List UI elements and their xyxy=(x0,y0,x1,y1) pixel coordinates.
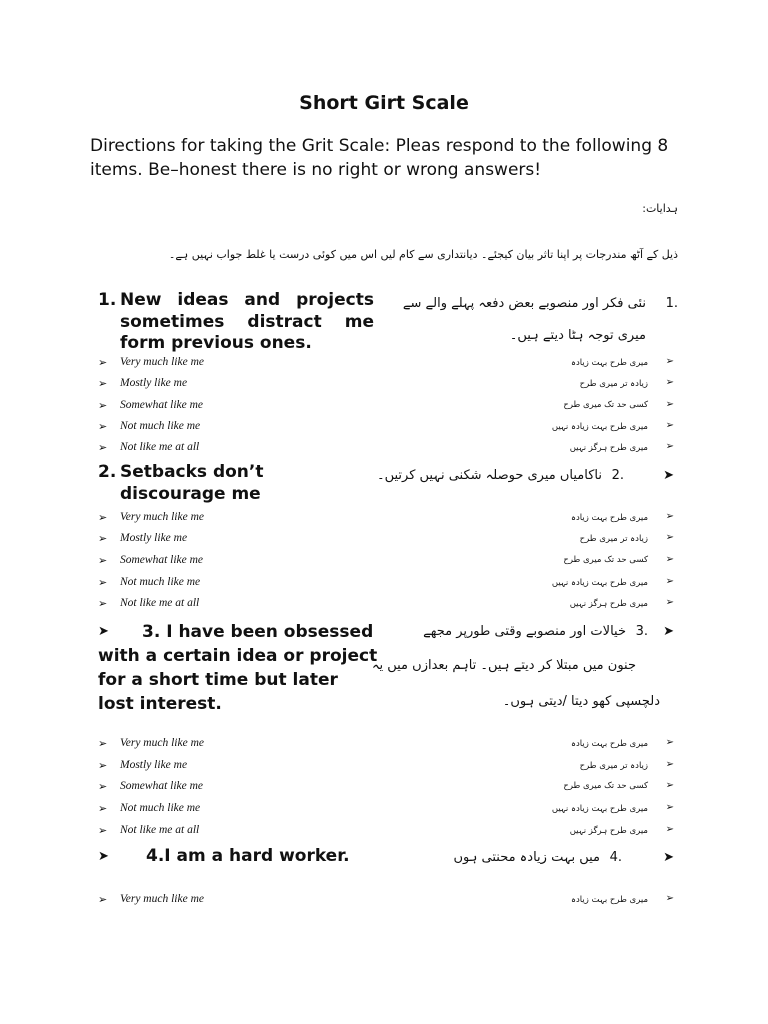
arrowhead-bullet-icon: ➢ xyxy=(98,760,108,772)
arrowhead-bullet-icon: ➢ xyxy=(665,532,674,543)
arrowhead-bullet-icon: ➢ xyxy=(98,738,108,750)
urdu-option: ➢ زیادہ تر میری طرح xyxy=(579,377,674,389)
urdu-intro: ذیل کے آٹھ مندرجات پر اپنا تاثر بیان کیجئے۔ دیانتداری سے کام لیں اس میں کوئی درست یا غلط جواب نہیں ہے۔ xyxy=(168,248,678,261)
urdu-option: ➢ کسی حد تک میری طرح xyxy=(563,399,674,410)
urdu-option: ➢ میری طرح ہرگز نہیں xyxy=(569,441,674,453)
option-very-much-like-me: ➢ Very much like me xyxy=(98,893,204,906)
arrowhead-bullet-icon: ➢ xyxy=(665,420,674,431)
arrowhead-bullet-icon: ➤ xyxy=(663,468,674,483)
arrowhead-bullet-icon: ➢ xyxy=(665,802,674,813)
urdu-question-line: میری توجہ ہٹا دیتے ہیں۔ xyxy=(509,328,646,343)
arrowhead-bullet-icon: ➢ xyxy=(665,824,674,835)
urdu-option: ➢ زیادہ تر میری طرح xyxy=(579,759,674,771)
page-title: Short Girt Scale xyxy=(299,92,469,114)
urdu-question-line: میں بہت زیادہ محنتی ہوں xyxy=(453,850,600,865)
option-not-like-me-at-all: ➢ Not like me at all xyxy=(98,441,200,454)
arrowhead-bullet-icon: ➢ xyxy=(665,511,674,522)
option-not-much-like-me: ➢ Not much like me xyxy=(98,576,201,589)
arrowhead-bullet-icon: ➤ xyxy=(98,849,109,864)
arrowhead-bullet-icon: ➢ xyxy=(665,399,674,410)
urdu-option: ➢ میری طرح بہت زیادہ نہیں xyxy=(551,576,674,588)
urdu-option: ➢ میری طرح بہت زیادہ xyxy=(570,893,674,905)
option-not-like-me-at-all: ➢ Not like me at all xyxy=(98,824,200,837)
arrowhead-bullet-icon: ➢ xyxy=(98,577,108,589)
option-very-much-like-me: ➢ Very much like me xyxy=(98,511,204,524)
option-very-much-like-me: ➢ Very much like me xyxy=(98,737,204,750)
urdu-question-3 xyxy=(371,624,674,720)
urdu-question-line: نئی فکر اور منصوبے بعض دفعہ پہلے والے سے xyxy=(402,296,646,311)
urdu-option: ➢ میری طرح ہرگز نہیں xyxy=(569,597,674,609)
urdu-option: ➢ میری طرح ہرگز نہیں xyxy=(569,824,674,836)
arrowhead-bullet-icon: ➢ xyxy=(98,421,108,433)
arrowhead-bullet-icon: ➢ xyxy=(665,441,674,452)
option-not-much-like-me: ➢ Not much like me xyxy=(98,420,201,433)
question-text: Setbacks don’t discourage me xyxy=(120,462,264,504)
arrowhead-bullet-icon: ➢ xyxy=(665,759,674,770)
option-very-much-like-me: ➢ Very much like me xyxy=(98,356,204,369)
question-text: 4.I am a hard worker. xyxy=(146,846,350,866)
urdu-option: ➢ کسی حد تک میری طرح xyxy=(563,554,674,565)
arrowhead-bullet-icon: ➢ xyxy=(665,737,674,748)
arrowhead-bullet-icon: ➤ xyxy=(663,624,674,639)
urdu-option: ➢ میری طرح بہت زیادہ xyxy=(570,356,674,368)
arrowhead-bullet-icon: ➢ xyxy=(98,400,108,412)
arrowhead-bullet-icon: ➢ xyxy=(665,356,674,367)
arrowhead-bullet-icon: ➢ xyxy=(665,576,674,587)
option-somewhat-like-me: ➢ Somewhat like me xyxy=(98,780,204,793)
option-not-much-like-me: ➢ Not much like me xyxy=(98,802,201,815)
arrowhead-bullet-icon: ➢ xyxy=(98,442,108,454)
urdu-question-2 xyxy=(376,468,674,492)
urdu-question-line: دلچسپی کھو دیتا /دیتی ہوں۔ xyxy=(502,694,660,709)
arrowhead-bullet-icon: ➢ xyxy=(98,825,108,837)
urdu-question-line: ناکامیاں میری حوصلہ شکنی نہیں کرتیں۔ xyxy=(376,468,602,483)
arrowhead-bullet-icon: ➢ xyxy=(98,894,108,906)
arrowhead-bullet-icon: ➢ xyxy=(98,378,108,390)
urdu-option: ➢ زیادہ تر میری طرح xyxy=(579,532,674,544)
urdu-option: ➢ میری طرح بہت زیادہ xyxy=(570,511,674,523)
question-text: New ideas and projects sometimes distract me form previous ones. xyxy=(120,290,374,353)
option-not-like-me-at-all: ➢ Not like me at all xyxy=(98,597,200,610)
arrowhead-bullet-icon: ➢ xyxy=(665,377,674,388)
arrowhead-bullet-icon: ➢ xyxy=(98,533,108,545)
option-mostly-like-me: ➢ Mostly like me xyxy=(98,759,188,772)
urdu-option: ➢ میری طرح بہت زیادہ xyxy=(570,737,674,749)
arrowhead-bullet-icon: ➢ xyxy=(98,598,108,610)
arrowhead-bullet-icon: ➢ xyxy=(665,554,674,565)
urdu-question-number: 4. xyxy=(609,850,622,865)
arrowhead-bullet-icon: ➢ xyxy=(98,781,108,793)
urdu-question-line: خیالات اور منصوبے وقتی طورپر مجھے xyxy=(423,624,626,639)
arrowhead-bullet-icon: ➢ xyxy=(665,780,674,791)
directions-text: Directions for taking the Grit Scale: Pleas respond to the following 8 items. Be–honest there is no right or wrong answers! xyxy=(90,136,669,180)
urdu-heading: ہدایات: xyxy=(642,202,678,215)
urdu-option: ➢ میری طرح بہت زیادہ نہیں xyxy=(551,802,674,814)
option-mostly-like-me: ➢ Mostly like me xyxy=(98,377,188,390)
urdu-question-number: 1. xyxy=(665,296,678,311)
arrowhead-bullet-icon: ➢ xyxy=(665,893,674,904)
option-somewhat-like-me: ➢ Somewhat like me xyxy=(98,554,204,567)
urdu-question-number: 3. xyxy=(635,624,648,639)
question-number: 1. xyxy=(98,290,117,310)
question-number: 2. xyxy=(98,462,117,482)
urdu-question-line: جنون میں مبتلا کر دیتے ہیں۔ تاہم بعدازں میں یہ xyxy=(371,658,636,673)
question-text: 3. I have been obsessed with a certain idea or project for a short time but later lost interest. xyxy=(98,622,378,714)
arrowhead-bullet-icon: ➢ xyxy=(98,512,108,524)
option-mostly-like-me: ➢ Mostly like me xyxy=(98,532,188,545)
option-somewhat-like-me: ➢ Somewhat like me xyxy=(98,399,204,412)
urdu-question-number: 2. xyxy=(611,468,624,483)
arrowhead-bullet-icon: ➢ xyxy=(98,555,108,567)
arrowhead-bullet-icon: ➤ xyxy=(98,624,109,639)
urdu-option: ➢ کسی حد تک میری طرح xyxy=(563,780,674,791)
arrowhead-bullet-icon: ➤ xyxy=(663,850,674,865)
urdu-question-4 xyxy=(454,850,674,874)
urdu-question-1 xyxy=(398,296,678,356)
arrowhead-bullet-icon: ➢ xyxy=(98,803,108,815)
arrowhead-bullet-icon: ➢ xyxy=(98,357,108,369)
arrowhead-bullet-icon: ➢ xyxy=(665,597,674,608)
urdu-option: ➢ میری طرح بہت زیادہ نہیں xyxy=(551,420,674,432)
